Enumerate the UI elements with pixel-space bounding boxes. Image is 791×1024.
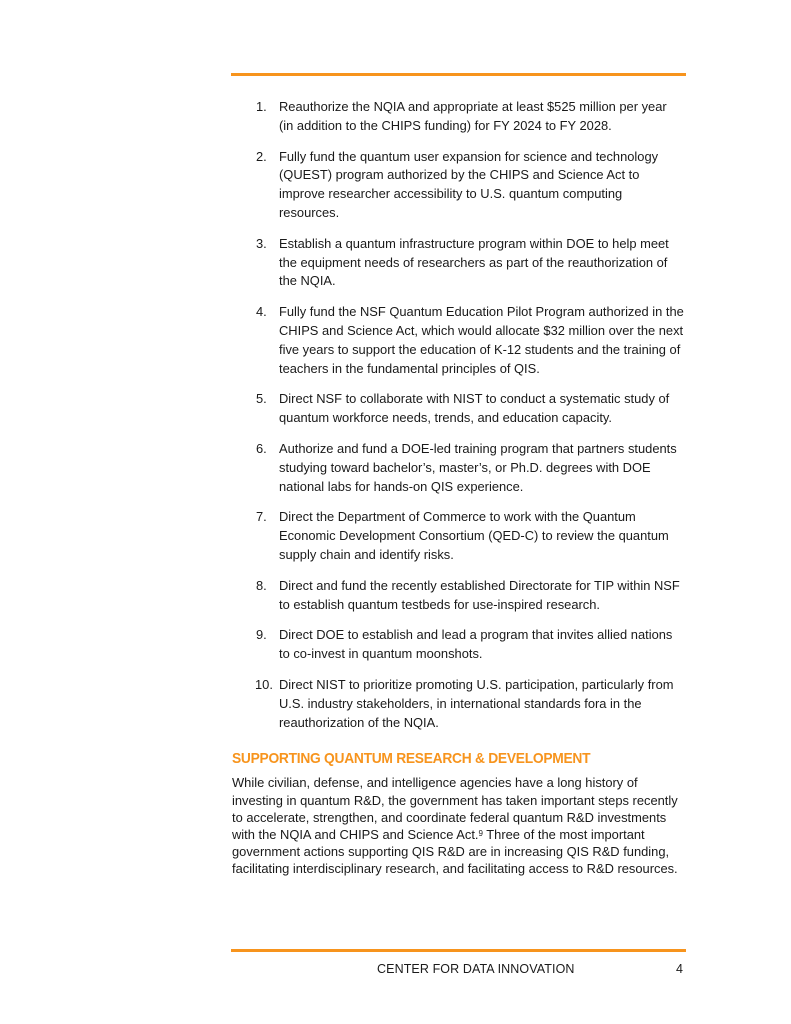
list-item-text: Fully fund the NSF Quantum Education Pilot Program authorized in the CHIPS and Science Act, which would allocate $32 million over the next five years to support the education of K-12 students and the training of teachers in the fundamental principles of QIS. [279,304,684,376]
list-item-number: 7. [256,509,267,525]
list-item [232,303,684,378]
list-item-text: Direct DOE to establish and lead a program that invites allied nations to co-invest in quantum moonshots. [279,627,673,662]
paragraph-text-part2: Three of the most important government actions supporting QIS R&D are in increasing QIS R&D funding, facilitating interdisciplinary research, and facilitating access to R&D resources. [232,826,678,877]
page-number: 4 [676,962,683,976]
header-rule [231,73,686,76]
page-content [232,98,684,878]
list-item-text: Direct the Department of Commerce to work with the Quantum Economic Development Consortium (QED-C) to review the quantum supply chain and identify risks. [279,509,669,562]
list-item [232,98,684,136]
list-item-number: 6. [256,440,267,456]
list-item-number: 8. [256,577,267,593]
list-item-text: Direct NIST to prioritize promoting U.S. participation, particularly from U.S. industry stakeholders, in international standards fora in the reauthorization of the NQIA. [279,676,674,730]
list-item [232,148,684,223]
section-heading: SUPPORTING QUANTUM RESEARCH & DEVELOPMENT [232,750,591,768]
list-item-number: 4. [256,304,267,320]
footnote-reference[interactable]: 9 [478,828,483,838]
footer-label: CENTER FOR DATA INNOVATION [377,962,575,976]
list-item-text: Direct and fund the recently established Directorate for TIP within NSF to establish quantum testbeds for use-inspired research. [279,577,680,612]
list-item [232,676,684,732]
list-item-number: 1. [256,99,267,114]
list-item [232,626,684,664]
list-item [232,440,684,496]
footer-rule [231,949,686,952]
list-item-text: Direct NSF to collaborate with NIST to conduct a systematic study of quantum workforce needs, trends, and education capacity. [279,391,670,426]
list-item-number: 2. [256,148,267,164]
list-item-number: 5. [256,391,267,407]
list-item [232,235,684,291]
list-item-text: Fully fund the quantum user expansion for science and technology (QUEST) program authorized by the CHIPS and Science Act to improve researcher accessibility to U.S. quantum computing resources. [279,148,659,220]
list-item-text: Authorize and fund a DOE-led training program that partners students studying toward bachelor’s, master’s, or Ph.D. degrees with DOE national labs for hands-on QIS experience. [279,440,677,494]
list-item [232,577,684,615]
list-item-number: 9. [256,627,267,643]
recommendations-list [232,98,684,732]
list-item-number: 3. [256,235,267,251]
paragraph-text-part1: While civilian, defense, and intelligence agencies have a long history of investing in quantum R&D, the government has taken important steps recently to accelerate, strengthen, and coordinate federal quantum R&D investments with the NQIA and CHIPS and Science Act. [232,775,678,842]
list-item-number: 10. [255,676,273,692]
list-item [232,508,684,564]
list-item [232,390,684,428]
list-item-text: Establish a quantum infrastructure program within DOE to help meet the equipment needs of researchers as part of the reauthorization of the NQIA. [279,235,669,289]
list-item-text: Reauthorize the NQIA and appropriate at least $525 million per year (in addition to the CHIPS funding) for FY 2024 to FY 2028. [279,99,667,133]
section-paragraph [232,774,684,877]
